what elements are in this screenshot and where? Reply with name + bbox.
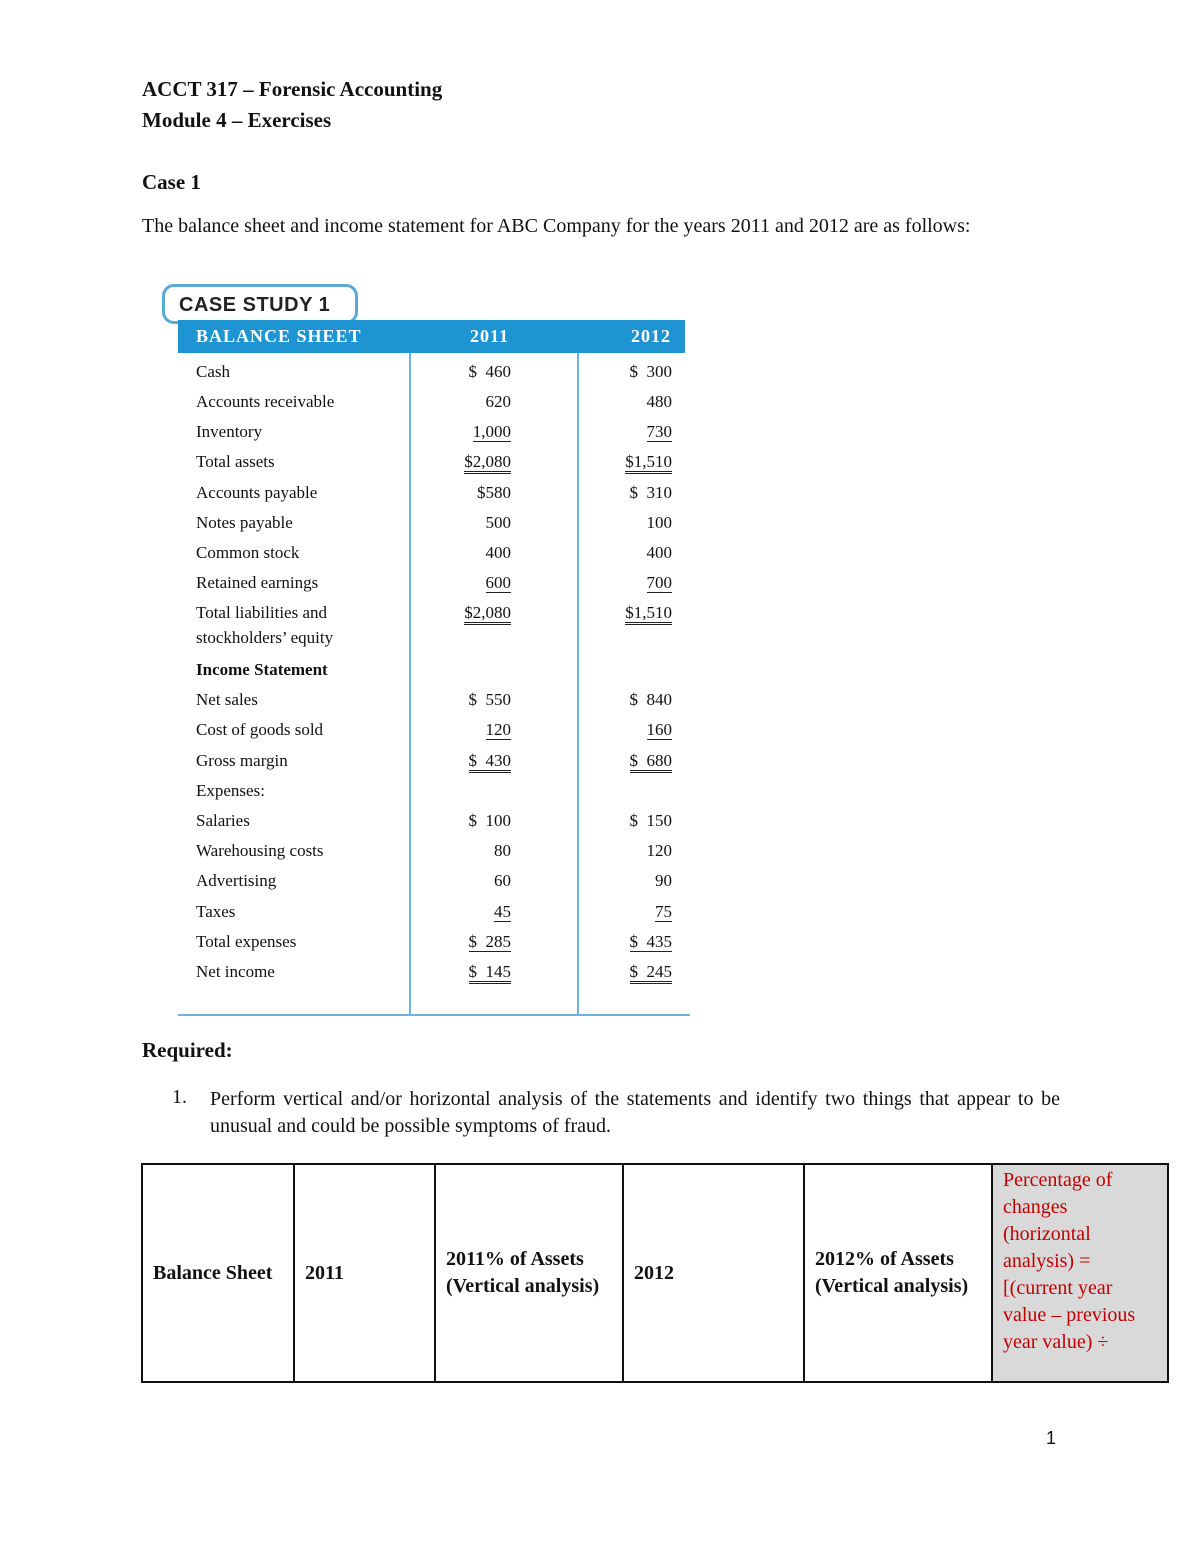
balance-sheet-value-cell — [469, 362, 512, 382]
header-balance-sheet: Balance Sheet — [142, 1164, 294, 1382]
header-2012: 2012 — [623, 1164, 804, 1382]
balance-sheet-value-2011: 600 — [485, 573, 511, 592]
balance-sheet-value-cell — [469, 962, 512, 982]
balance-sheet-value-cell — [486, 513, 512, 533]
balance-sheet-row-label: Cash — [196, 362, 230, 381]
module-title: Module 4 – Exercises — [142, 108, 332, 132]
question-number: 1. — [172, 1086, 187, 1108]
balance-sheet-value-cell — [630, 932, 673, 952]
balance-sheet-value-2012: $ 245 — [630, 962, 673, 984]
balance-sheet-value-cell — [647, 573, 673, 593]
balance-sheet-value-2011: $ 460 — [468, 362, 511, 381]
case-heading: Case 1 — [142, 170, 201, 194]
required-heading: Required: — [142, 1038, 233, 1062]
balance-sheet-value-cell — [655, 871, 672, 891]
figure-bottom-rule — [178, 1014, 690, 1016]
balance-sheet-value-2012: 730 — [646, 422, 672, 441]
balance-sheet-value-cell — [647, 841, 673, 861]
analysis-table — [141, 1163, 1169, 1383]
balance-sheet-value-cell — [625, 452, 672, 472]
balance-sheet-value-2011: 400 — [485, 543, 511, 562]
balance-sheet-value-2011: 120 — [485, 720, 511, 739]
balance-sheet-value-2012: 120 — [646, 841, 672, 860]
balance-sheet-row-label: Common stock — [196, 543, 300, 562]
header-2011: 2011 — [294, 1164, 435, 1382]
balance-sheet-value-cell — [630, 811, 673, 831]
balance-sheet-value-2011: $ 430 — [469, 751, 512, 773]
intro-paragraph: The balance sheet and income statement for ABC Company for the years 2011 and 2012 are as follows: — [142, 215, 971, 237]
balance-sheet-value-cell — [625, 603, 672, 623]
balance-sheet-row-label: Inventory — [196, 422, 263, 441]
balance-sheet-value-2012: $ 150 — [629, 811, 672, 830]
balance-sheet-value-cell — [464, 603, 511, 623]
balance-sheet-value-2011: 1,000 — [472, 422, 511, 441]
header-horizontal-analysis: Percentage of changes (horizontal analysis) = [(current year value – previous year value) ÷ — [992, 1164, 1168, 1382]
balance-sheet-value-cell — [477, 483, 511, 503]
balance-sheet-value-2011: 60 — [494, 871, 511, 890]
balance-sheet-value-2012: 90 — [655, 871, 672, 890]
balance-sheet-value-cell — [494, 902, 511, 922]
header-2012-vertical: 2012% of Assets (Vertical analysis) — [804, 1164, 992, 1382]
balance-sheet-value-cell — [630, 751, 673, 771]
balance-sheet-value-2012: $ 300 — [629, 362, 672, 381]
balance-sheet-header-2012: 2012 — [631, 326, 671, 346]
balance-sheet-value-cell — [486, 720, 512, 740]
balance-sheet-value-cell — [469, 811, 512, 831]
balance-sheet-row-label: Warehousing costs — [196, 841, 324, 860]
balance-sheet-row-label: Total assets — [196, 452, 275, 471]
balance-sheet-header-2011: 2011 — [470, 326, 510, 346]
case-study-tab-label: CASE STUDY 1 — [179, 294, 331, 316]
balance-sheet-value-cell — [494, 871, 511, 891]
balance-sheet-row-label: Salaries — [196, 811, 250, 830]
balance-sheet-value-2012: 100 — [646, 513, 672, 532]
balance-sheet-value-cell — [655, 902, 672, 922]
balance-sheet-row-label: Retained earnings — [196, 573, 319, 592]
balance-sheet-value-cell — [647, 720, 673, 740]
balance-sheet-value-2011: $2,080 — [464, 452, 511, 474]
balance-sheet-value-2011: $ 145 — [469, 962, 512, 984]
question-text: Perform vertical and/or horizontal analysis of the statements and identify two things that appear to be unusual and could be possible symptoms of fraud. — [210, 1088, 1060, 1137]
balance-sheet-value-2011: $2,080 — [464, 603, 511, 625]
balance-sheet-value-2012: $1,510 — [625, 452, 672, 474]
column-divider — [577, 353, 579, 1015]
balance-sheet-value-2011: $580 — [477, 483, 511, 502]
balance-sheet-row-label: Notes payable — [196, 513, 293, 532]
balance-sheet-value-cell — [473, 422, 511, 442]
balance-sheet-value-2011: $ 100 — [468, 811, 511, 830]
balance-sheet-value-2012: 480 — [646, 392, 672, 411]
balance-sheet-value-cell — [486, 543, 512, 563]
balance-sheet-row-label: Taxes — [196, 902, 236, 921]
balance-sheet-value-2012: 400 — [646, 543, 672, 562]
balance-sheet-value-2011: 45 — [494, 902, 511, 921]
balance-sheet-row-label: Advertising — [196, 871, 277, 890]
page-number: 1 — [1046, 1428, 1057, 1448]
balance-sheet-value-cell — [630, 962, 673, 982]
column-divider — [409, 353, 411, 1015]
balance-sheet-row-label: Accounts receivable — [196, 392, 335, 411]
balance-sheet-value-cell — [630, 483, 673, 503]
balance-sheet-value-2011: $ 285 — [468, 932, 511, 951]
course-title: ACCT 317 – Forensic Accounting — [142, 77, 443, 101]
balance-sheet-value-cell — [464, 452, 511, 472]
balance-sheet-row-label: Net sales — [196, 690, 258, 709]
balance-sheet-row-label: Accounts payable — [196, 483, 318, 502]
balance-sheet-value-cell — [647, 513, 673, 533]
balance-sheet-value-cell — [469, 932, 512, 952]
balance-sheet-value-cell — [469, 690, 512, 710]
balance-sheet-row-label: Net income — [196, 962, 275, 981]
balance-sheet-value-cell — [630, 690, 673, 710]
balance-sheet-value-2012: $ 680 — [630, 751, 673, 773]
balance-sheet-value-2011: $ 550 — [468, 690, 511, 709]
balance-sheet-row-label: Total expenses — [196, 932, 297, 951]
balance-sheet-value-2011: 500 — [485, 513, 511, 532]
balance-sheet-row-label: Expenses: — [196, 781, 265, 800]
balance-sheet-value-cell — [647, 543, 673, 563]
balance-sheet-value-2012: $ 310 — [629, 483, 672, 502]
case-study-tab — [162, 284, 358, 324]
balance-sheet-value-2012: 160 — [646, 720, 672, 739]
balance-sheet-row-label: Income Statement — [196, 660, 328, 679]
analysis-table-header-row — [142, 1164, 1168, 1382]
balance-sheet-value-2011: 80 — [494, 841, 511, 860]
balance-sheet-row-label: Total liabilities and — [196, 603, 328, 622]
balance-sheet-value-2012: $ 435 — [629, 932, 672, 951]
balance-sheet-value-2011: 620 — [485, 392, 511, 411]
balance-sheet-value-cell — [486, 392, 512, 412]
balance-sheet-value-cell — [630, 362, 673, 382]
balance-sheet-row-label: Gross margin — [196, 751, 288, 770]
balance-sheet-value-cell — [469, 751, 512, 771]
balance-sheet-value-2012: 700 — [646, 573, 672, 592]
balance-sheet-row-label-continued: stockholders’ equity — [196, 628, 334, 647]
header-2011-vertical: 2011% of Assets (Vertical analysis) — [435, 1164, 623, 1382]
balance-sheet-header — [178, 320, 685, 353]
balance-sheet-row-label: Cost of goods sold — [196, 720, 324, 739]
balance-sheet-value-2012: 75 — [655, 902, 672, 921]
balance-sheet-value-cell — [494, 841, 511, 861]
balance-sheet-value-2012: $ 840 — [629, 690, 672, 709]
balance-sheet-value-cell — [486, 573, 512, 593]
balance-sheet-value-2012: $1,510 — [625, 603, 672, 625]
balance-sheet-value-cell — [647, 392, 673, 412]
balance-sheet-header-title: BALANCE SHEET — [196, 326, 362, 346]
balance-sheet-value-cell — [647, 422, 673, 442]
